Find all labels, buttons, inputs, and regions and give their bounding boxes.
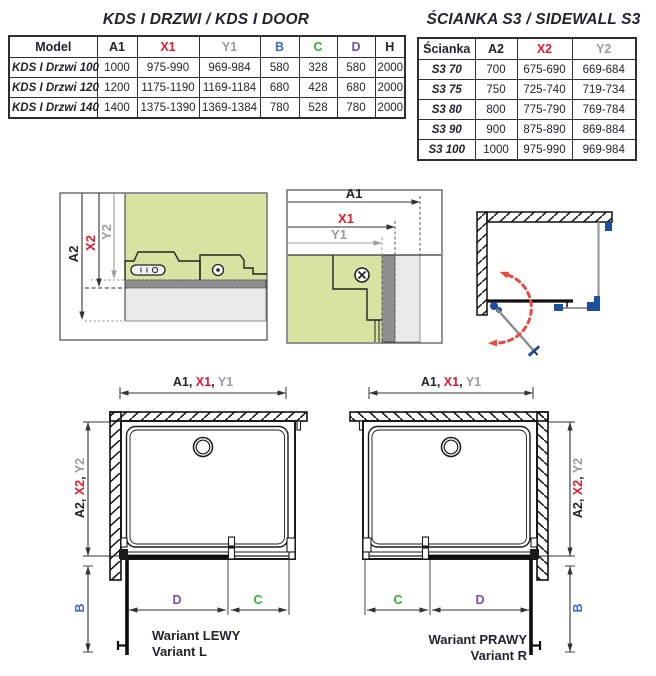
dim-label-part: X1: [195, 375, 212, 389]
dim-label-part: ,: [73, 473, 87, 480]
column-header: X2: [517, 38, 572, 60]
dim-label-a2x2y2-right: [571, 428, 585, 548]
top-wall-hatch: [487, 212, 612, 222]
door-profile-diagram: [282, 185, 447, 348]
table-row: [418, 60, 636, 80]
dim-label-part: Y1: [217, 375, 234, 389]
header-row: [9, 36, 405, 58]
table-row: [418, 80, 636, 100]
screw-icon: [355, 268, 369, 282]
value-cell: 428: [299, 78, 337, 98]
value-cell: 1369-1384: [199, 98, 260, 119]
dim-label-part: Y1: [465, 375, 482, 389]
sidewall-profile-diagram: [55, 188, 275, 345]
wall-profile-block: [395, 255, 420, 342]
table-row: [418, 120, 636, 140]
dim-label-part: A2: [73, 502, 87, 519]
dim-label-part: ,: [188, 375, 196, 389]
dim-label-part: Y2: [571, 457, 585, 474]
variant-l-line2: Variant L: [152, 644, 207, 659]
table-row: [9, 78, 405, 98]
dim-label-d-right: D: [475, 593, 485, 607]
column-header: B: [260, 36, 299, 58]
column-header: Y1: [199, 36, 260, 58]
value-cell: 1000: [97, 58, 137, 78]
dim-label-part: ,: [571, 473, 585, 480]
dim-label-part: A1: [420, 375, 437, 389]
dim-label-x2: X2: [83, 235, 98, 251]
hinge-slot: [131, 265, 165, 275]
door-hinge: [119, 549, 128, 559]
variant-r-line2: Variant R: [470, 648, 527, 663]
value-cell: 1169-1184: [199, 78, 260, 98]
top-wall-hatch: [110, 412, 307, 421]
kds-door-title: KDS I DRZWI / KDS I DOOR: [102, 11, 310, 28]
dim-label-part: ,: [571, 495, 585, 503]
value-cell: 680: [337, 78, 375, 98]
dim-label-a2: A2: [66, 245, 81, 263]
value-cell: 700: [475, 60, 517, 80]
value-cell: 2000: [375, 58, 405, 78]
column-header: Y2: [572, 38, 636, 60]
door-hinge: [530, 549, 539, 559]
column-header: H: [375, 36, 405, 58]
value-cell: 719-734: [572, 80, 636, 100]
column-header: C: [299, 36, 337, 58]
table-row: [418, 100, 636, 120]
value-cell: 328: [299, 58, 337, 78]
model-cell: S3 80: [418, 100, 475, 120]
column-header: D: [337, 36, 375, 58]
model-cell: KDS I Drzwi 100: [9, 58, 97, 78]
table-row: [9, 98, 405, 119]
value-cell: 900: [475, 120, 517, 140]
panel-bracket: [554, 304, 563, 311]
dim-label-a1: A1: [345, 186, 363, 201]
dim-label-d-left: D: [172, 593, 182, 607]
value-cell: 969-984: [572, 140, 636, 161]
dim-label-part: Y2: [73, 457, 87, 474]
value-cell: 580: [337, 58, 375, 78]
value-cell: 580: [260, 58, 299, 78]
model-cell: S3 75: [418, 80, 475, 100]
value-cell: 675-690: [517, 60, 572, 80]
dim-label-part: X2: [73, 479, 87, 496]
sidewall-bracket: [605, 222, 612, 231]
dim-label-part: ,: [73, 495, 87, 503]
column-header: A1: [97, 36, 137, 58]
model-cell: KDS I Drzwi 140: [9, 98, 97, 119]
value-cell: 969-984: [199, 58, 260, 78]
variant-l-caption: [152, 628, 240, 660]
value-cell: 769-784: [572, 100, 636, 120]
value-cell: 869-884: [572, 120, 636, 140]
top-view-diagram: [470, 205, 652, 367]
value-cell: 1200: [97, 78, 137, 98]
dim-label-part: ,: [459, 375, 466, 389]
value-cell: 1000: [475, 140, 517, 161]
value-cell: 775-790: [517, 100, 572, 120]
value-cell: 750: [475, 80, 517, 100]
dim-label-c-right: C: [393, 593, 403, 607]
dim-label-b-left: B: [73, 603, 87, 613]
dim-label-c-left: C: [253, 593, 263, 607]
dim-label-part: A1: [172, 375, 189, 389]
value-cell: 2000: [375, 78, 405, 98]
value-cell: 780: [337, 98, 375, 119]
column-header: A2: [475, 38, 517, 60]
variant-r-caption: [387, 632, 527, 664]
wall-profile-block: [125, 288, 266, 321]
table-row: [418, 140, 636, 161]
column-header: Ścianka: [418, 38, 475, 60]
dim-label-part: X1: [443, 375, 460, 389]
glass-panel: [288, 255, 382, 342]
dim-label-part: ,: [436, 375, 444, 389]
dim-label-x1: X1: [338, 211, 354, 226]
value-cell: 875-890: [517, 120, 572, 140]
wall-profile-tab: [297, 421, 301, 430]
value-cell: 669-684: [572, 60, 636, 80]
model-cell: S3 70: [418, 60, 475, 80]
dim-label-y1: Y1: [331, 227, 347, 242]
header-row: [418, 38, 636, 60]
value-cell: 1400: [97, 98, 137, 119]
column-header: X1: [137, 36, 199, 58]
drain-icon: [194, 438, 213, 457]
model-cell: KDS I Drzwi 120: [9, 78, 97, 98]
kds-door-table: [8, 35, 406, 119]
variant-l-diagram: [60, 374, 320, 670]
dim-label-part: X2: [571, 479, 585, 496]
dim-label-part: A2: [571, 502, 585, 519]
top-wall-hatch: [350, 412, 548, 421]
left-wall-hatch: [477, 212, 487, 315]
dim-label-y2: Y2: [99, 224, 114, 240]
value-cell: 680: [260, 78, 299, 98]
dim-label-a1x1y1-right: [371, 375, 531, 389]
value-cell: 975-990: [517, 140, 572, 161]
model-cell: S3 90: [418, 120, 475, 140]
value-cell: 2000: [375, 98, 405, 119]
variant-r-line1: Wariant PRAWY: [428, 632, 527, 647]
column-header: Model: [9, 36, 97, 58]
variant-r-diagram: [340, 374, 590, 670]
profile-band: [125, 280, 266, 288]
value-cell: 528: [299, 98, 337, 119]
table-row: [9, 58, 405, 78]
variant-l-line1: Wariant LEWY: [152, 628, 241, 643]
value-cell: 1175-1190: [137, 78, 199, 98]
value-cell: 780: [260, 98, 299, 119]
value-cell: 800: [475, 100, 517, 120]
dim-label-part: ,: [211, 375, 218, 389]
sidewall-table: [417, 37, 637, 161]
profile-band: [382, 255, 395, 342]
model-cell: S3 100: [418, 140, 475, 161]
dim-label-b-right: B: [571, 603, 585, 613]
open-door: [497, 309, 534, 351]
dim-label-a2x2y2-left: [73, 428, 87, 548]
value-cell: 1375-1390: [137, 98, 199, 119]
drain-icon: [442, 438, 461, 457]
dim-label-a1x1y1-left: [123, 375, 283, 389]
value-cell: 975-990: [137, 58, 199, 78]
sidewall-title: ŚCIANKA S3 / SIDEWALL S3: [426, 11, 641, 28]
value-cell: 725-740: [517, 80, 572, 100]
